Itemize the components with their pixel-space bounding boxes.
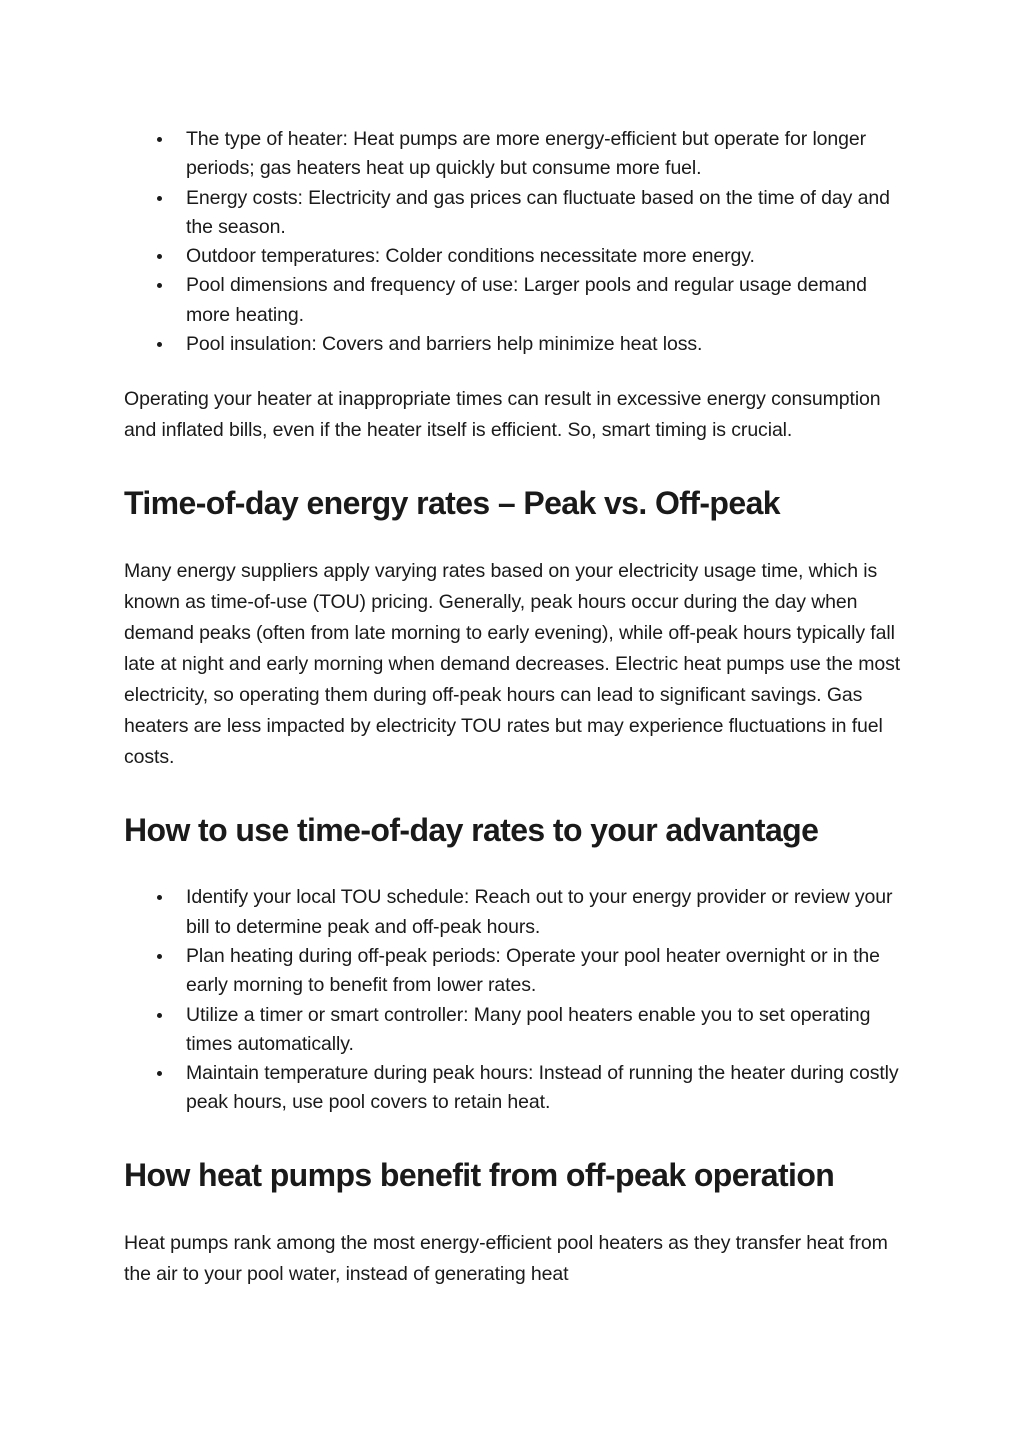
bullet-icon bbox=[157, 1071, 162, 1076]
list-item-text: Outdoor temperatures: Colder conditions necessitate more energy. bbox=[186, 245, 755, 268]
list-item bbox=[124, 271, 904, 330]
list-item-text: Energy costs: Electricity and gas prices can fluctuate based on the time of day and the season. bbox=[186, 186, 890, 238]
list-item-text: Pool insulation: Covers and barriers help minimize heat loss. bbox=[186, 333, 703, 356]
bullet-icon bbox=[157, 196, 162, 201]
heating-factors-list bbox=[124, 125, 904, 359]
tou-tips-list bbox=[124, 883, 904, 1117]
list-item-text: Pool dimensions and frequency of use: Larger pools and regular usage demand more heating. bbox=[186, 274, 867, 326]
bullet-icon bbox=[157, 254, 162, 259]
list-item bbox=[124, 1001, 904, 1060]
paragraph-heat-pumps: Heat pumps rank among the most energy-efficient pool heaters as they transfer heat from the air to your pool water, instead of generating heat bbox=[124, 1231, 888, 1285]
bullet-icon bbox=[157, 137, 162, 142]
list-item-text: The type of heater: Heat pumps are more energy-efficient but operate for longer periods; gas heaters heat up quickly but consume more fuel. bbox=[186, 128, 867, 180]
list-item bbox=[124, 330, 904, 359]
heading-heat-pumps-off-peak: How heat pumps benefit from off-peak operation bbox=[124, 1156, 835, 1193]
list-item bbox=[124, 883, 904, 942]
list-item bbox=[124, 242, 904, 271]
bullet-icon bbox=[157, 895, 162, 900]
document-page bbox=[124, 125, 904, 1290]
paragraph-tou-pricing: Many energy suppliers apply varying rates based on your electricity usage time, which is known as time-of-use (TOU) pricing. Generally, peak hours occur during the day when demand peaks (often from late morning to early evening), while off-peak hours typically fall late at night and early morning when demand decreases. Electric heat pumps use the most electricity, so operating them during off-peak hours can lead to significant savings. Gas heaters are less impacted by electricity TOU rates but may experience fluctuations in fuel costs. bbox=[124, 560, 901, 769]
list-item-text: Plan heating during off-peak periods: Operate your pool heater overnight or in the early morning to benefit from lower rates. bbox=[186, 944, 880, 997]
paragraph-timing: Operating your heater at inappropriate times can result in excessive energy consumption and inflated bills, even if the heater itself is efficient. So, smart timing is crucial. bbox=[124, 388, 881, 442]
list-item bbox=[124, 1059, 904, 1118]
bullet-icon bbox=[157, 954, 162, 959]
list-item-text: Maintain temperature during peak hours: Instead of running the heater during costly peak hours, use pool covers to retain heat. bbox=[186, 1062, 899, 1114]
list-item-text: Utilize a timer or smart controller: Many pool heaters enable you to set operating times automatically. bbox=[186, 1003, 871, 1055]
bullet-icon bbox=[157, 1013, 162, 1018]
bullet-icon bbox=[157, 342, 162, 347]
heading-use-rates-advantage: How to use time-of-day rates to your advantage bbox=[124, 812, 819, 849]
list-item bbox=[124, 942, 904, 1001]
heading-time-of-day-rates: Time-of-day energy rates – Peak vs. Off-peak bbox=[124, 485, 780, 522]
list-item bbox=[124, 184, 904, 243]
list-item-text: Identify your local TOU schedule: Reach out to your energy provider or review your bill to determine peak and off-peak hours. bbox=[186, 886, 893, 938]
bullet-icon bbox=[157, 283, 162, 288]
list-item bbox=[124, 125, 904, 184]
